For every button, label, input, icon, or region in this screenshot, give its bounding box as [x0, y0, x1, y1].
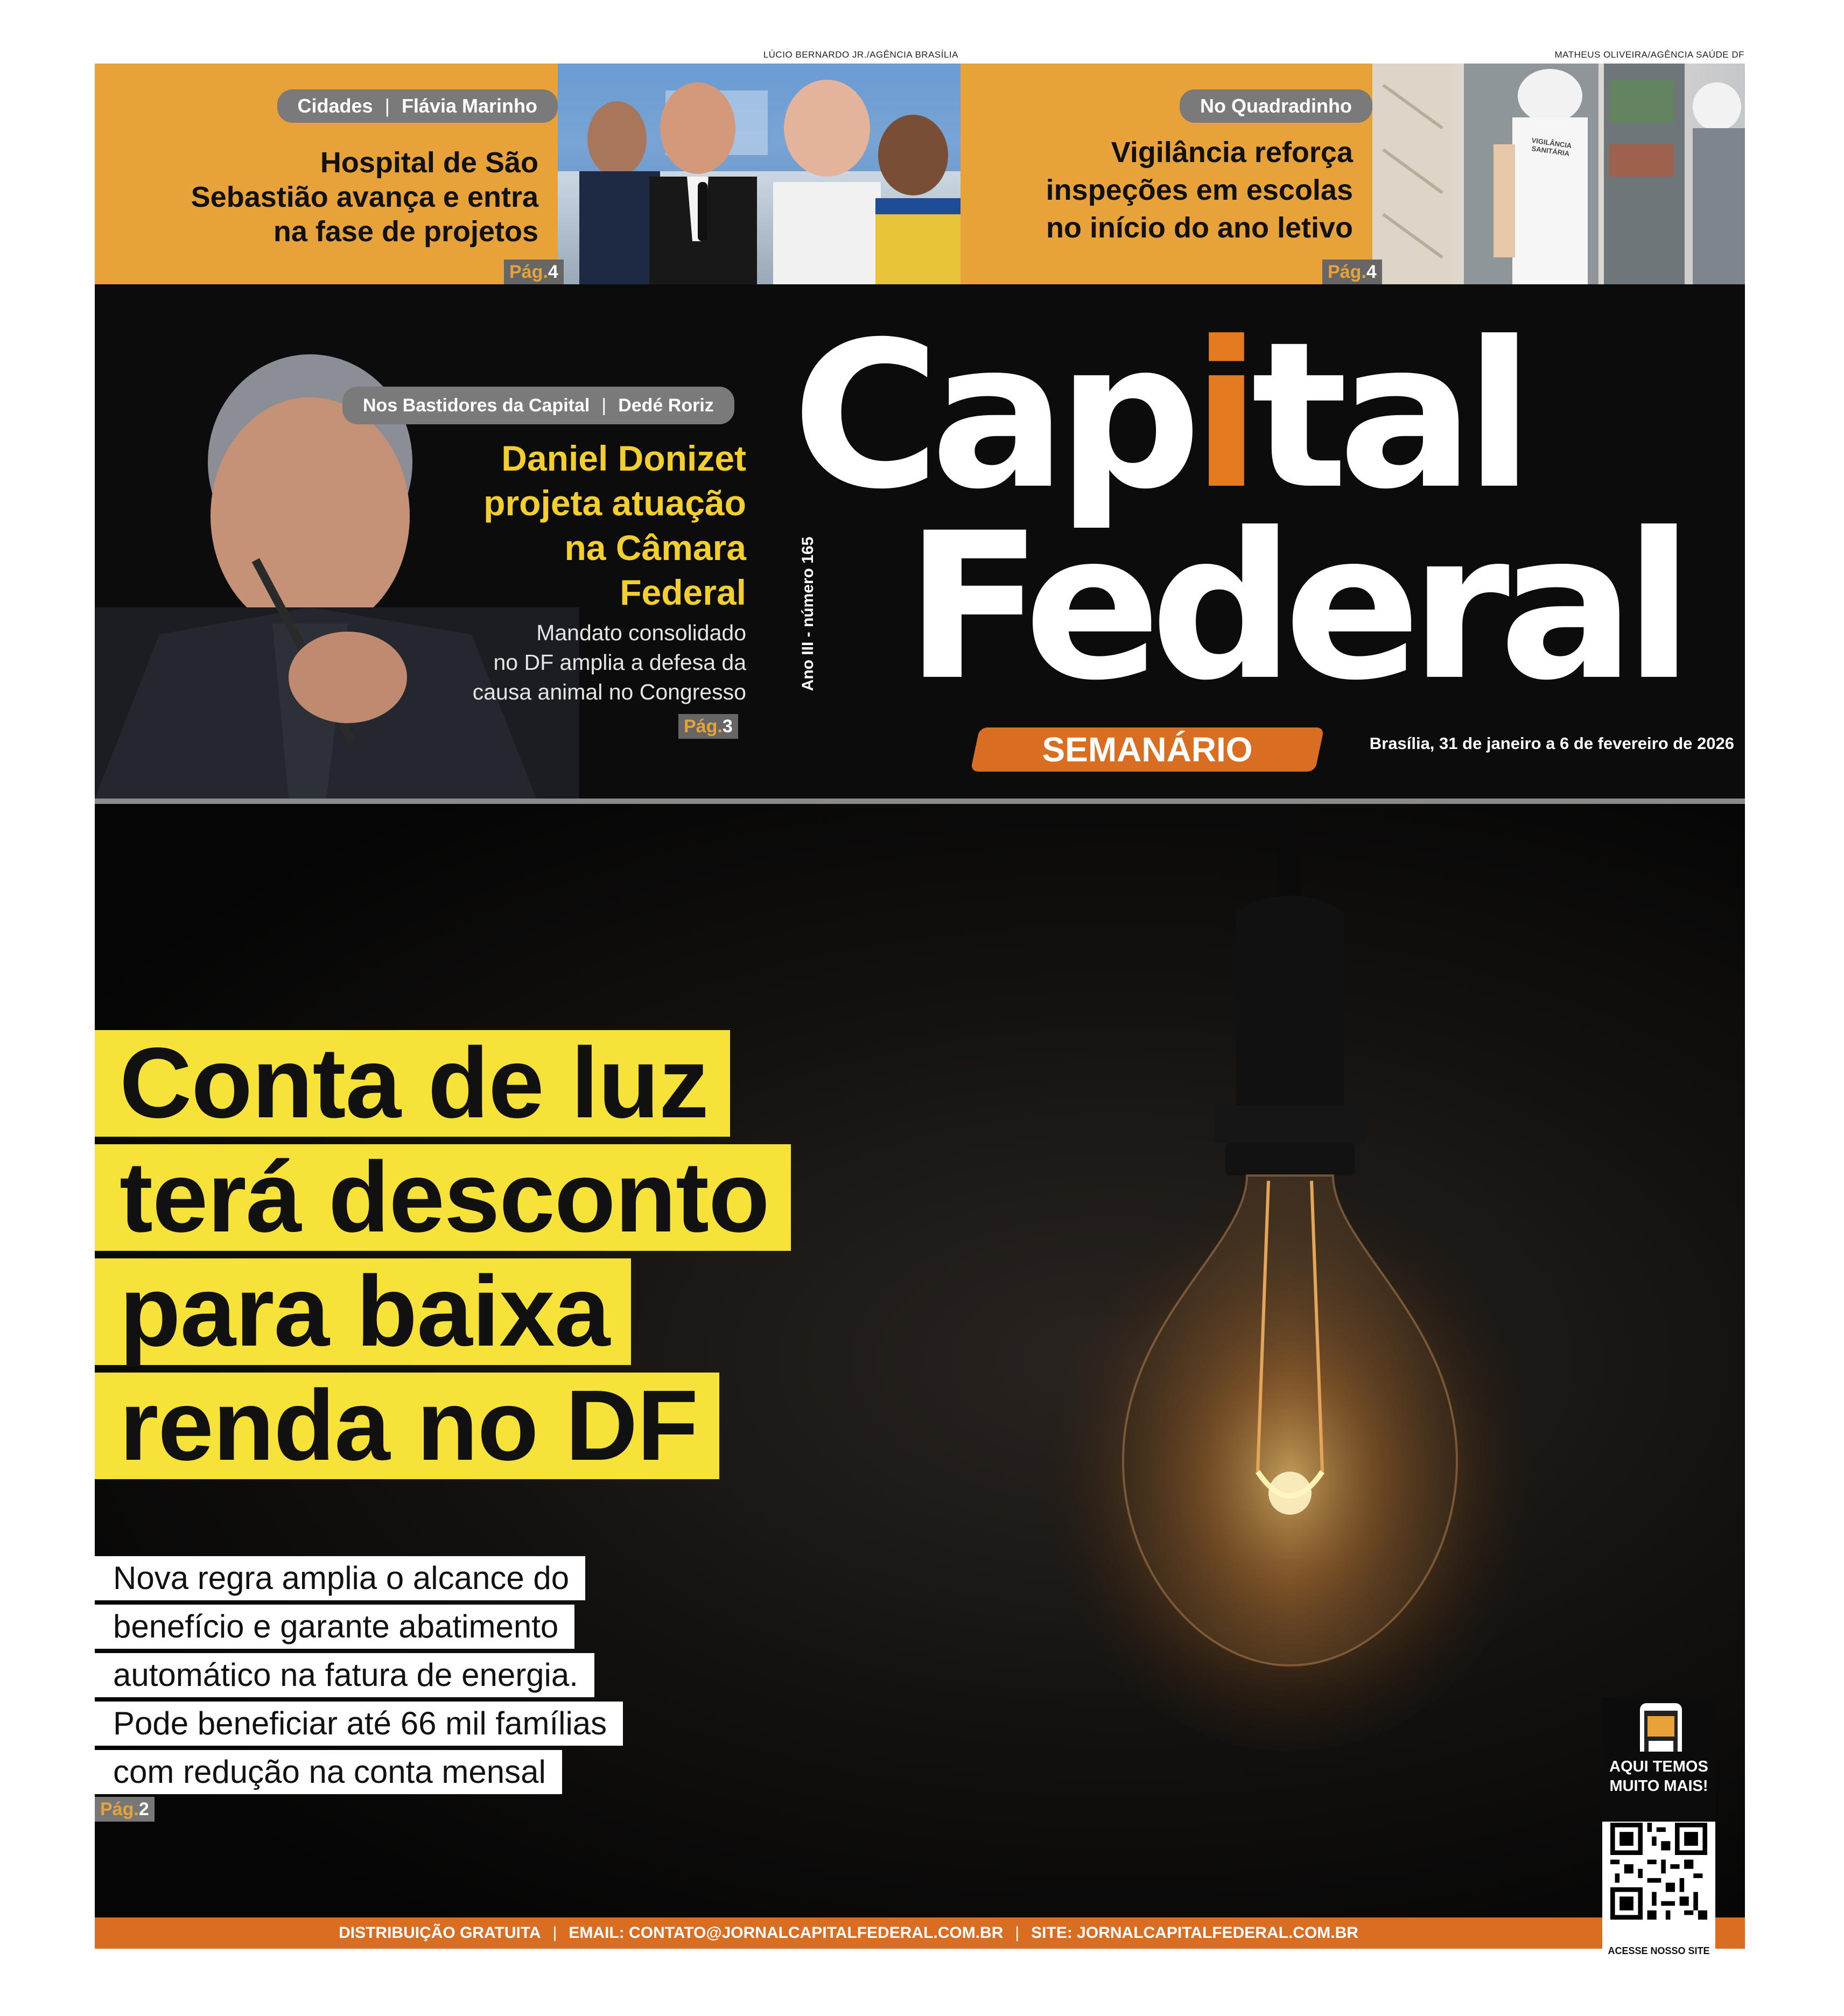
sub-line: Nova regra amplia o alcance do	[95, 1556, 585, 1600]
qr-caption: ACESSE NOSSO SITE	[1608, 1945, 1710, 1956]
footer-distribution: DISTRIBUIÇÃO GRATUITA	[339, 1924, 541, 1942]
logo-p: p	[1057, 299, 1192, 534]
sub-line: automático na fatura de energia.	[95, 1653, 594, 1697]
footer-divider: |	[1015, 1924, 1020, 1942]
headline-line: terá desconto	[95, 1144, 791, 1251]
headline-line: renda no DF	[95, 1373, 719, 1479]
page-ref[interactable]	[95, 1797, 155, 1822]
photo-credit-right: MATHEUS OLIVEIRA/AGÊNCIA SAÚDE DF	[1554, 50, 1744, 60]
main-headline[interactable]	[95, 1027, 791, 1481]
headline-line: Vigilância reforça	[1111, 136, 1353, 169]
section-pill	[1180, 89, 1372, 123]
page-label: Pág.	[684, 716, 723, 737]
headline-line: Daniel Donizet	[501, 438, 746, 478]
teaser-headline[interactable]	[97, 145, 538, 249]
page-label: Pág.	[1328, 262, 1366, 282]
edition-date: Brasília, 31 de janeiro a 6 de fevereiro de 2026	[1369, 734, 1734, 753]
page-number: 4	[1366, 262, 1377, 282]
footer-bar-tail	[1715, 1917, 1745, 1949]
headline-line: Federal	[620, 572, 746, 612]
lightbulb-icon	[1021, 804, 1559, 1773]
footer-bar	[95, 1917, 1602, 1949]
headline-line: no início do ano letivo	[1046, 212, 1353, 244]
sub-line: benefício e garante abatimento	[95, 1605, 574, 1649]
teaser-photo-politicians	[509, 64, 960, 284]
feature-section-pill	[342, 387, 734, 424]
logo-i: i	[1191, 299, 1252, 534]
politicians-illustration	[558, 64, 960, 284]
footer-site[interactable]: SITE: JORNALCAPITALFEDERAL.COM.BR	[1031, 1924, 1358, 1942]
footer-email[interactable]: EMAIL: CONTATO@JORNALCAPITALFEDERAL.COM.BR	[569, 1924, 1004, 1942]
qr-promo[interactable]	[1602, 1698, 1715, 1970]
main-subheadline	[95, 1556, 623, 1794]
masthead-logo[interactable]	[792, 299, 1734, 772]
section-label: Nos Bastidores da Capital	[363, 395, 590, 416]
pill-divider: |	[601, 395, 607, 416]
promo-line: MUITO MAIS!	[1609, 1777, 1708, 1795]
divider	[95, 799, 1745, 804]
promo-line: AQUI TEMOS	[1609, 1758, 1708, 1775]
section-label: Cidades	[297, 95, 373, 117]
headline-line: Conta de luz	[95, 1030, 730, 1137]
page-ref[interactable]	[678, 714, 738, 739]
teaser-cidades[interactable]	[95, 64, 558, 284]
sub-line: Pode beneficiar até 66 mil famílias	[95, 1702, 623, 1746]
headline-line: Hospital de São	[320, 146, 538, 179]
page-ref[interactable]	[1322, 260, 1382, 284]
teaser-photo-inspection	[1328, 64, 1745, 284]
author-label: Flávia Marinho	[401, 95, 537, 117]
page-ref[interactable]	[504, 260, 564, 284]
headline-line: inspeções em escolas	[1046, 174, 1353, 206]
logo-tal: tal	[1251, 299, 1525, 534]
page-number: 3	[722, 716, 733, 737]
teaser-quadradinho[interactable]	[960, 64, 1372, 284]
badge-label: SEMANÁRIO	[1042, 730, 1253, 769]
page-number: 4	[548, 262, 558, 282]
inspection-illustration	[1372, 64, 1745, 284]
headline-line: na fase de projetos	[273, 215, 538, 248]
logo-ca: Ca	[792, 299, 1057, 534]
author-label: Dedé Roriz	[618, 395, 714, 416]
summary-line: Mandato consolidado	[536, 620, 746, 645]
logo-line-federal: Federal	[905, 490, 1683, 725]
teaser-headline[interactable]	[955, 134, 1353, 247]
headline-line: para baixa	[95, 1258, 631, 1365]
headline-line: na Câmara	[564, 528, 746, 568]
pill-divider: |	[384, 95, 390, 117]
qr-promo-text	[1602, 1752, 1715, 1822]
page-label: Pág.	[100, 1799, 139, 1819]
feature-summary	[396, 618, 746, 707]
vest-label: VIGILÂNCIA SANITÁRIA	[1531, 136, 1573, 158]
headline-line: projeta atuação	[483, 483, 746, 523]
summary-line: causa animal no Congresso	[472, 680, 746, 704]
feature-headline[interactable]	[396, 436, 746, 615]
summary-line: no DF amplia a defesa da	[493, 650, 746, 675]
footer-divider: |	[552, 1924, 557, 1942]
photo-credit-left: LÚCIO BERNARDO JR./AGÊNCIA BRASÍLIA	[763, 50, 958, 60]
section-pill	[277, 89, 558, 123]
qr-code-icon[interactable]	[1610, 1823, 1707, 1920]
sub-line: com redução na conta mensal	[95, 1750, 562, 1794]
headline-line: Sebastião avança e entra	[191, 181, 538, 213]
semanario-badge	[970, 727, 1324, 772]
masthead-band	[95, 284, 1745, 799]
page-number: 2	[138, 1799, 149, 1819]
page-label: Pág.	[509, 262, 548, 282]
edition-number: Ano III - número 165	[799, 536, 817, 691]
section-label: No Quadradinho	[1200, 95, 1352, 117]
